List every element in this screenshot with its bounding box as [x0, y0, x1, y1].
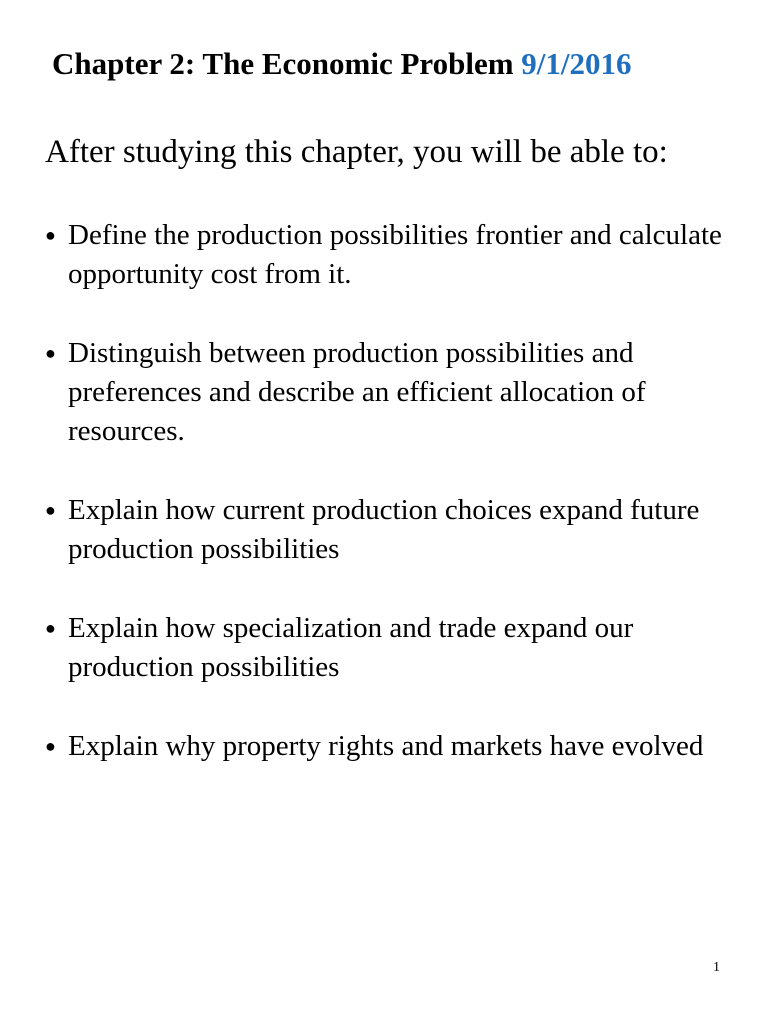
objective-item [45, 727, 735, 766]
chapter-title: Chapter 2: The Economic Problem [52, 46, 514, 81]
objective-item [45, 609, 735, 687]
objective-text: Distinguish between production possibilities and preferences and describe an efficient allocation of resources. [68, 337, 646, 447]
objective-item [45, 216, 735, 294]
bullet-icon: ● [45, 736, 56, 756]
objective-text: Explain why property rights and markets have evolved [68, 730, 704, 762]
objective-item [45, 334, 735, 451]
objective-text: Explain how current production choices expand future production possibilities [68, 494, 700, 565]
intro-text: After studying this chapter, you will be able to: [45, 134, 668, 170]
bullet-icon: ● [45, 225, 56, 245]
page-number: 1 [713, 960, 720, 975]
objective-text: Define the production possibilities frontier and calculate opportunity cost from it. [68, 219, 722, 290]
objective-item [45, 491, 735, 569]
page-title [52, 46, 632, 82]
objective-text: Explain how specialization and trade expand our production possibilities [68, 612, 634, 683]
date-label: 9/1/2016 [521, 46, 632, 81]
objectives-list [45, 216, 735, 806]
bullet-icon: ● [45, 343, 56, 363]
bullet-icon: ● [45, 618, 56, 638]
bullet-icon: ● [45, 500, 56, 520]
